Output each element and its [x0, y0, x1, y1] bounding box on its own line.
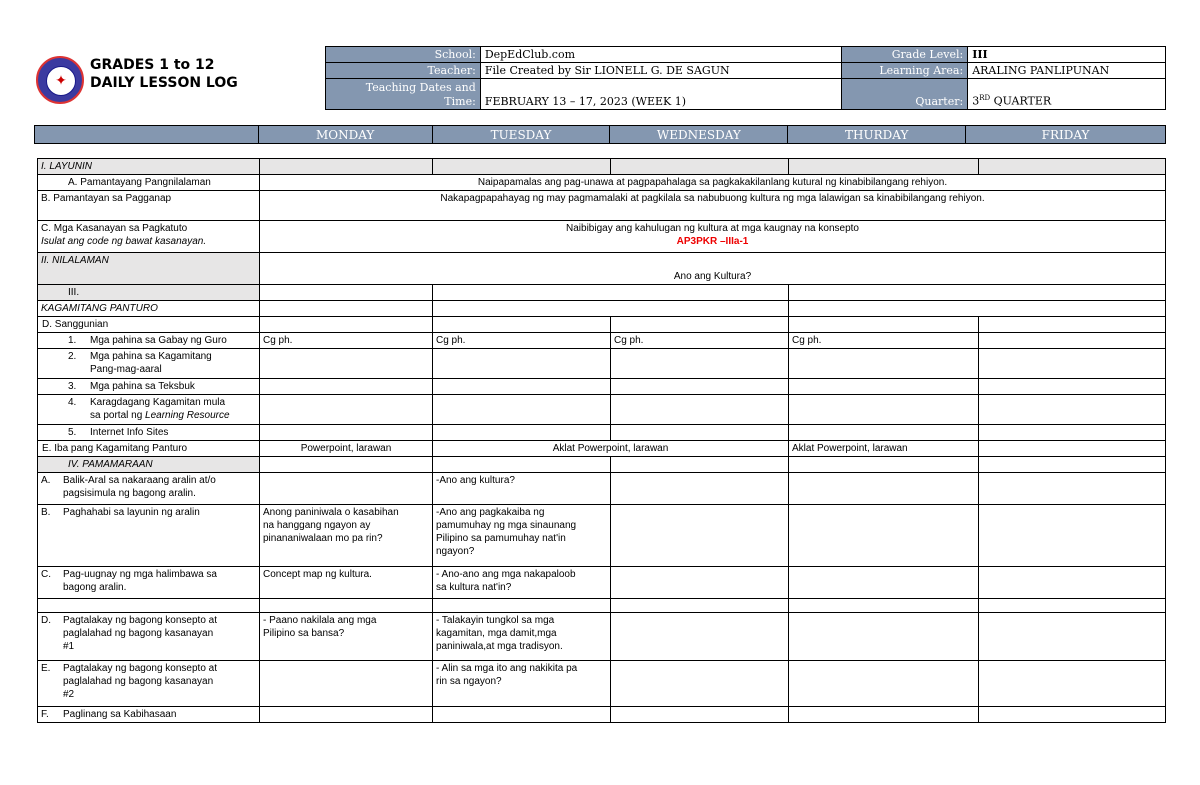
section-iii: III.	[38, 285, 260, 301]
day-friday: FRIDAY	[966, 126, 1166, 144]
day-tuesday: TUESDAY	[432, 126, 610, 144]
tue-cg: Cg ph.	[433, 333, 611, 349]
row-label-balik-aral: A. Balik-Aral sa nakaraang aralin at/o pagsisimula ng bagong aralin.	[38, 473, 260, 505]
day-monday: MONDAY	[258, 126, 432, 144]
mon-pagtalakay-1: - Paano nakilala ang mga Pilipino sa bansa?	[260, 613, 433, 661]
tue-pagtalakay-2: - Alin sa mga ito ang nakikita pa rin sa ngayon?	[433, 661, 611, 707]
pamantayan-sa-pagganap-value: Nakapagpapahayag ng may pagmamalaki at pagkilala sa nabubuong kultura ng mga lalawigan sa kinabibilangang rehiyon.	[260, 191, 1166, 221]
section-pamamaraan: IV. PAMAMARAAN	[38, 457, 260, 473]
school-label: School:	[326, 47, 481, 63]
day-header-blank	[35, 126, 259, 144]
section-nilalaman: II. NILALAMAN	[38, 253, 260, 285]
mon-paghahabi: Anong paniniwala o kasabihan na hanggang ngayon ay pinananiwalaan mo pa rin?	[260, 505, 433, 567]
teaching-dates-value: FEBRUARY 13 – 17, 2023 (WEEK 1)	[480, 79, 842, 110]
tue-wed-iba-pang-kagamitan: Aklat Powerpoint, larawan	[433, 441, 789, 457]
row-label-teksbuk: 3. Mga pahina sa Teksbuk	[38, 379, 260, 395]
row-label-paglinang: F. Paglinang sa Kabihasaan	[38, 707, 260, 723]
wed-cg: Cg ph.	[611, 333, 789, 349]
section-kagamitang-panturo: KAGAMITANG PANTURO	[38, 301, 260, 317]
row-label-sanggunian: D. Sanggunian	[38, 317, 260, 333]
row-label-pamantayan-sa-pagganap: B. Pamantayan sa Pagganap	[38, 191, 260, 221]
mon-pag-uugnay: Concept map ng kultura.	[260, 567, 433, 599]
tue-pagtalakay-1: - Talakayin tungkol sa mga kagamitan, mga damit,mga paniniwala,at mga tradisyon.	[433, 613, 611, 661]
header-info-table	[325, 46, 1166, 110]
thu-cg: Cg ph.	[789, 333, 979, 349]
section-layunin: I. LAYUNIN	[38, 159, 260, 175]
learning-area-value: ARALING PANLIPUNAN	[968, 63, 1166, 79]
tue-balik-aral: -Ano ang kultura?	[433, 473, 611, 505]
kasanayan-value: Naibibigay ang kahulugan ng kultura at mga kaugnay na konsepto AP3PKR –IIIa-1	[260, 221, 1166, 253]
thu-iba-pang-kagamitan: Aklat Powerpoint, larawan	[789, 441, 979, 457]
row-label-iba-pang-kagamitan: E. Iba pang Kagamitang Panturo	[38, 441, 260, 457]
teacher-value: File Created by Sir LIONELL G. DE SAGUN	[480, 63, 842, 79]
day-wednesday: WEDNESDAY	[610, 126, 788, 144]
quarter-value: 3RD QUARTER	[968, 79, 1166, 110]
tue-paghahabi: -Ano ang pagkakaiba ng pamumuhay ng mga sinaunang Pilipino sa pamumuhay nat'in ngayon?	[433, 505, 611, 567]
row-label-kagamitang-mag-aaral: 2. Mga pahina sa Kagamitang Pang-mag-aaral	[38, 349, 260, 379]
quarter-label: Quarter:	[842, 79, 968, 110]
teaching-dates-label: Teaching Dates and Time:	[326, 79, 481, 110]
grade-level-label: Grade Level:	[842, 47, 968, 63]
row-label-gabay-guro: 1. Mga pahina sa Gabay ng Guro	[38, 333, 260, 349]
row-label-internet-info-sites: 5. Internet Info Sites	[38, 425, 260, 441]
row-label-kasanayan: C. Mga Kasanayan sa Pagkatuto Isulat ang code ng bawat kasanayan.	[38, 221, 260, 253]
school-value: DepEdClub.com	[480, 47, 842, 63]
row-label-pagtalakay-1: D. Pagtalakay ng bagong konsepto at paglalahad ng bagong kasanayan #1	[38, 613, 260, 661]
row-label-pamantayang-pangnilalaman: A. Pamantayang Pangnilalaman	[38, 175, 260, 191]
day-header-row	[34, 125, 1166, 144]
nilalaman-value: Ano ang Kultura?	[260, 253, 1166, 285]
mon-cg: Cg ph.	[260, 333, 433, 349]
row-label-paghahabi: B. Paghahabi sa layunin ng aralin	[38, 505, 260, 567]
doc-title-line2: DAILY LESSON LOG	[90, 75, 238, 91]
grade-level-value: III	[968, 47, 1166, 63]
row-label-pagtalakay-2: E. Pagtalakay ng bagong konsepto at paglalahad ng bagong kasanayan #2	[38, 661, 260, 707]
row-label-karagdagang-kagamitan: 4. Karagdagang Kagamitan mula sa portal ng Learning Resource	[38, 395, 260, 425]
doc-title-line1: GRADES 1 to 12	[90, 57, 215, 73]
learning-area-label: Learning Area:	[842, 63, 968, 79]
row-label-pag-uugnay: C. Pag-uugnay ng mga halimbawa sa bagong aralin.	[38, 567, 260, 599]
competency-code: AP3PKR –IIIa-1	[676, 236, 749, 247]
day-thursday: THURDAY	[788, 126, 966, 144]
deped-seal-logo: ✦	[36, 56, 84, 104]
pamantayang-pangnilalaman-value: Naipapamalas ang pag-unawa at pagpapahalaga sa pagkakakilanlang kutural ng kinabibilangang rehiyon.	[260, 175, 1166, 191]
mon-iba-pang-kagamitan: Powerpoint, larawan	[260, 441, 433, 457]
teacher-label: Teacher:	[326, 63, 481, 79]
tue-pag-uugnay: - Ano-ano ang mga nakapaloob sa kultura nat'in?	[433, 567, 611, 599]
lesson-log-table	[37, 158, 1166, 723]
